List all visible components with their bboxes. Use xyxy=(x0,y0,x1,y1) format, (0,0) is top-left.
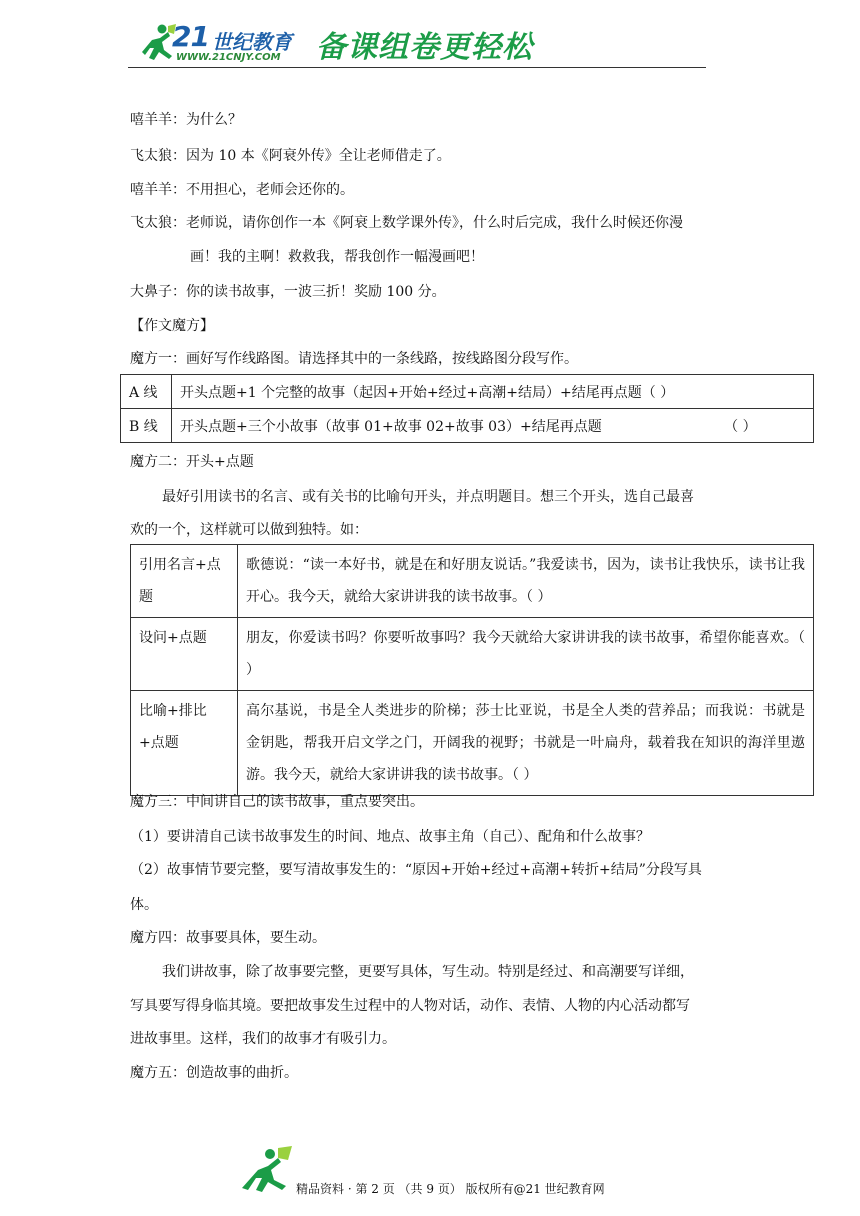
paragraph-line: 我们讲故事，除了故事要完整，更要写具体，写生动。特别是经过、和高潮要写详细， xyxy=(162,964,694,980)
table-row xyxy=(131,618,814,691)
route-text: 开头点题+三个小故事（故事 01+故事 02+故事 03）+结尾再点题 xyxy=(180,418,602,435)
opening-example: 高尔基说，书是全人类进步的阶梯；莎士比亚说，书是全人类的营养品；而我说：书就是金钥匙，帮我开启文学之门，开阔我的视野；书就是一叶扁舟，载着我在知识的海洋里遨游。我今天，就给大家讲讲我的读书故事。（ ） xyxy=(238,691,814,796)
dialogue-line: 飞太狼：老师说，请你创作一本《阿衰上数学课外传》，什么时后完成，我什么时候还你漫 xyxy=(130,215,683,231)
opening-kind: 设问+点题 xyxy=(131,618,238,691)
opening-example: 朋友，你爱读书吗？你要听故事吗？我今天就给大家讲讲我的读书故事，希望你能喜欢。（ ） xyxy=(238,618,814,691)
paragraph-line: （2）故事情节要完整，要写清故事发生的：“原因+开始+经过+高潮+转折+结局”分段写具 xyxy=(130,862,702,878)
header-divider xyxy=(128,67,706,68)
runner-logo-icon xyxy=(236,1144,296,1196)
openings-table xyxy=(130,544,814,796)
table-row xyxy=(121,375,814,409)
footer-text: 精品资料 · 第 2 页 （共 9 页） 版权所有@21 世纪教育网 xyxy=(296,1182,605,1196)
magic3-title: 魔方三：中间讲自己的读书故事，重点要突出。 xyxy=(130,794,424,810)
paragraph-line: 进故事里。这样，我们的故事才有吸引力。 xyxy=(130,1031,396,1047)
table-row xyxy=(121,409,814,443)
route-table xyxy=(120,374,814,443)
dialogue-line: 大鼻子：你的读书故事，一波三折！奖励 100 分。 xyxy=(130,284,446,300)
dialogue-line: 嘻羊羊：不用担心，老师会还你的。 xyxy=(130,182,354,198)
route-cell xyxy=(172,409,814,443)
table-row xyxy=(131,691,814,796)
route-label: A 线 xyxy=(121,375,172,409)
paragraph-line: （1）要讲清自己读书故事发生的时间、地点、故事主角（自己）、配角和什么故事？ xyxy=(130,829,650,845)
section-title: 【作文魔方】 xyxy=(130,318,214,334)
page-header xyxy=(128,18,708,70)
opening-kind: 引用名言+点题 xyxy=(131,545,238,618)
header-slogan: 备课组卷更轻松 xyxy=(316,30,533,65)
magic1-title: 魔方一：画好写作线路图。请选择其中的一条线路，按线路图分段写作。 xyxy=(130,351,578,367)
paragraph-line: 欢的一个，这样就可以做到独特。如： xyxy=(130,522,368,538)
route-label: B 线 xyxy=(121,409,172,443)
dialogue-line: 嘻羊羊：为什么？ xyxy=(130,112,242,128)
opening-kind: 比喻+排比+点题 xyxy=(131,691,238,796)
opening-example: 歌德说：“读一本好书，就是在和好朋友说话。”我爱读书，因为，读书让我快乐，读书让我开心。我今天，就给大家讲讲我的读书故事。（ ） xyxy=(238,545,814,618)
logo-url: WWW.21CNJY.COM xyxy=(176,52,281,63)
table-row xyxy=(131,545,814,618)
dialogue-continuation: 画！我的主啊！救救我，帮我创作一幅漫画吧！ xyxy=(190,249,484,265)
logo-brand-name: 世纪教育 xyxy=(212,30,292,54)
magic4-title: 魔方四：故事要具体，要生动。 xyxy=(130,930,326,946)
paragraph-line: 最好引用读书的名言、或有关书的比喻句开头，并点明题目。想三个开头，选自己最喜 xyxy=(162,489,694,505)
page-footer xyxy=(230,1140,650,1200)
magic2-title: 魔方二：开头+点题 xyxy=(130,454,254,470)
paragraph-line: 写具要写得身临其境。要把故事发生过程中的人物对话，动作、表情、人物的内心活动都写 xyxy=(130,998,690,1014)
logo-number: 21 xyxy=(172,20,209,53)
route-text: 开头点题+1 个完整的故事（起因+开始+经过+高潮+结局）+结尾再点题（ ） xyxy=(172,375,814,409)
dialogue-line: 飞太狼：因为 10 本《阿衰外传》全让老师借走了。 xyxy=(130,148,451,164)
route-answer-blank: （ ） xyxy=(724,418,757,435)
paragraph-line: 体。 xyxy=(130,897,158,913)
magic5-title: 魔方五：创造故事的曲折。 xyxy=(130,1065,298,1081)
